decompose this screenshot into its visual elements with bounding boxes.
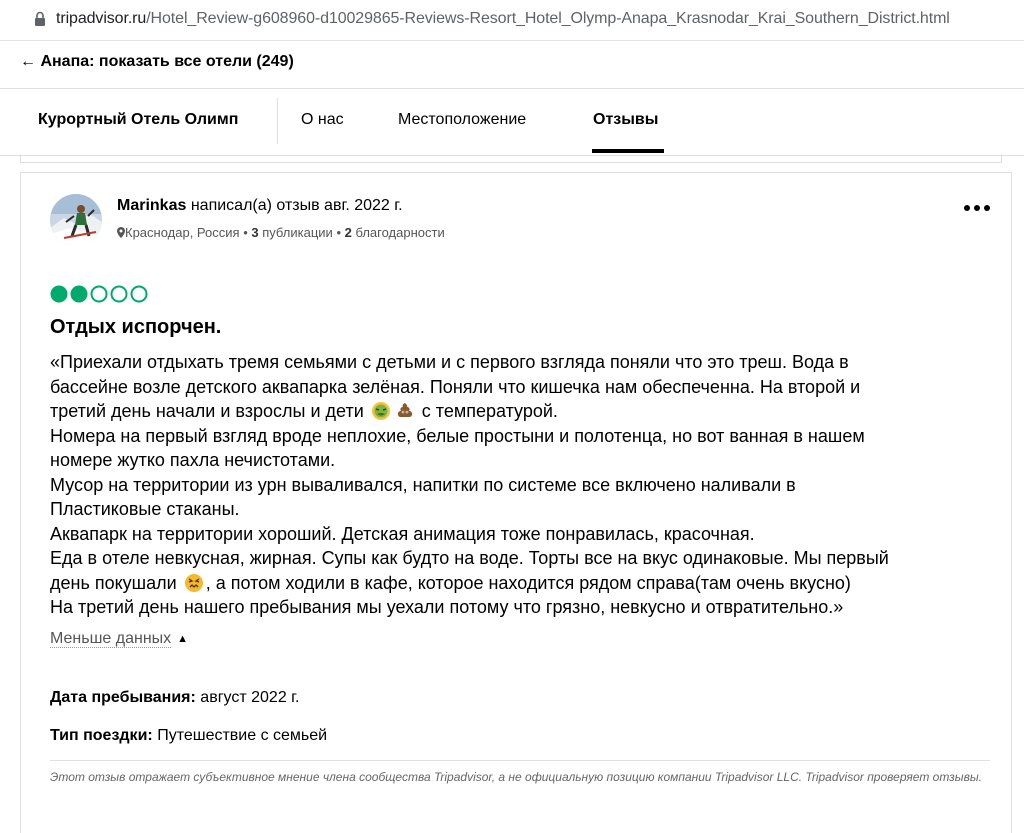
show-less-label: Меньше данных bbox=[50, 630, 172, 647]
meta-separator: • bbox=[336, 225, 341, 240]
nav-divider bbox=[277, 98, 278, 144]
meta-separator: • bbox=[243, 225, 248, 240]
poop-emoji-icon bbox=[395, 401, 415, 421]
review-line-part: с температурой. bbox=[421, 401, 558, 421]
review-line-part: , а потом ходили в кафе, которое находится рядом справа(там очень вкусно) bbox=[205, 572, 851, 593]
rating-bubble-filled bbox=[72, 287, 87, 302]
caret-up-icon: ▲ bbox=[177, 633, 189, 645]
review-line: Еда в отеле невкусная, жирная. Супы как будто на воде. Торты все на вкус одинаковые. Мы первый bbox=[50, 548, 889, 568]
rating-bubble-empty bbox=[92, 287, 107, 302]
location-pin-icon bbox=[117, 227, 125, 238]
thanks-count: 2 bbox=[344, 225, 352, 240]
trip-type-value: Путешествие с семьей bbox=[157, 727, 328, 744]
review-card bbox=[20, 172, 1012, 833]
review-line: Номера на первый взгляд вроде неплохие, белые простыни и полотенца, но вот ванная в нашем bbox=[50, 425, 865, 446]
review-title[interactable]: Отдых испорчен. bbox=[50, 316, 222, 338]
rating-bubble-empty bbox=[132, 287, 147, 302]
tab-about[interactable]: О нас bbox=[301, 111, 344, 128]
posts-count: 3 bbox=[251, 225, 259, 240]
review-author-line bbox=[117, 197, 403, 215]
review-line: На третий день нашего пребывания мы уехали потому что грязно, невкусно и отвратительно.» bbox=[50, 597, 844, 617]
trip-type bbox=[50, 727, 327, 745]
previous-card-edge bbox=[20, 154, 1002, 163]
author-wrote-date: написал(а) отзыв авг. 2022 г. bbox=[190, 197, 403, 214]
lock-icon bbox=[34, 11, 46, 27]
stay-date bbox=[50, 689, 300, 707]
trip-type-label: Тип поездки: bbox=[50, 727, 153, 744]
stay-date-label: Дата пребывания: bbox=[50, 689, 196, 706]
review-line bbox=[50, 571, 990, 596]
url-host: tripadvisor.ru bbox=[56, 10, 147, 27]
author-meta bbox=[117, 225, 445, 240]
stay-date-value: август 2022 г. bbox=[200, 689, 300, 706]
review-line: «Приехали отдыхать тремя семьями с детьми и с первого взгляда поняли что это треш. Вода в bbox=[50, 352, 849, 372]
avatar[interactable] bbox=[50, 194, 102, 246]
back-to-hotels-link[interactable]: ← Анапа: показать все отели (249) bbox=[20, 53, 294, 70]
tab-location[interactable]: Местоположение bbox=[398, 111, 527, 128]
nauseated-face-emoji-icon bbox=[371, 401, 391, 421]
url-text[interactable] bbox=[56, 10, 950, 28]
thanks-label: благодарности bbox=[355, 225, 445, 240]
confounded-face-emoji-icon bbox=[184, 573, 204, 593]
hotel-nav-bar bbox=[0, 88, 1024, 156]
review-line: номере жутко пахла нечистотами. bbox=[50, 450, 336, 470]
url-path: /Hotel_Review-g608960-d10029865-Reviews-Resort_Hotel_Olymp-Anapa_Krasnodar_Krai_Southern_District.html bbox=[146, 10, 950, 27]
more-options-icon[interactable] bbox=[961, 199, 993, 217]
posts-label: публикации bbox=[262, 225, 333, 240]
review-line-part: день покушали bbox=[50, 572, 177, 593]
review-disclaimer: Этот отзыв отражает субъективное мнение члена сообщества Tripadvisor, а не официальную позицию компании Tripadvisor LLC. Tripadvisor проверяет отзывы. bbox=[50, 770, 983, 784]
author-name[interactable]: Marinkas bbox=[117, 197, 187, 214]
address-bar[interactable] bbox=[0, 0, 1024, 41]
divider bbox=[50, 760, 990, 761]
review-line: Мусор на территории из урн вываливался, напитки по системе все включено наливали в bbox=[50, 474, 796, 495]
review-line: Аквапарк на территории хороший. Детская анимация тоже понравилась, красочная. bbox=[50, 523, 755, 544]
rating-bubble-empty bbox=[112, 287, 127, 302]
author-location: Краснодар, Россия bbox=[125, 225, 240, 240]
review-line: Пластиковые стаканы. bbox=[50, 499, 240, 519]
rating-bubble-filled bbox=[52, 287, 67, 302]
review-line bbox=[50, 399, 990, 424]
review-text bbox=[50, 350, 990, 620]
review-line: бассейне возле детского аквапарка зелёная. Поняли что кишечка нам обеспеченна. На второй и bbox=[50, 376, 861, 397]
hotel-name[interactable]: Курортный Отель Олимп bbox=[38, 111, 239, 128]
review-line-part: третий день начали и взрослы и дети bbox=[50, 401, 364, 421]
show-less-button[interactable] bbox=[50, 630, 188, 648]
active-tab-indicator bbox=[592, 149, 664, 153]
rating-bubbles bbox=[50, 284, 150, 304]
tab-reviews[interactable]: Отзывы bbox=[593, 111, 659, 128]
